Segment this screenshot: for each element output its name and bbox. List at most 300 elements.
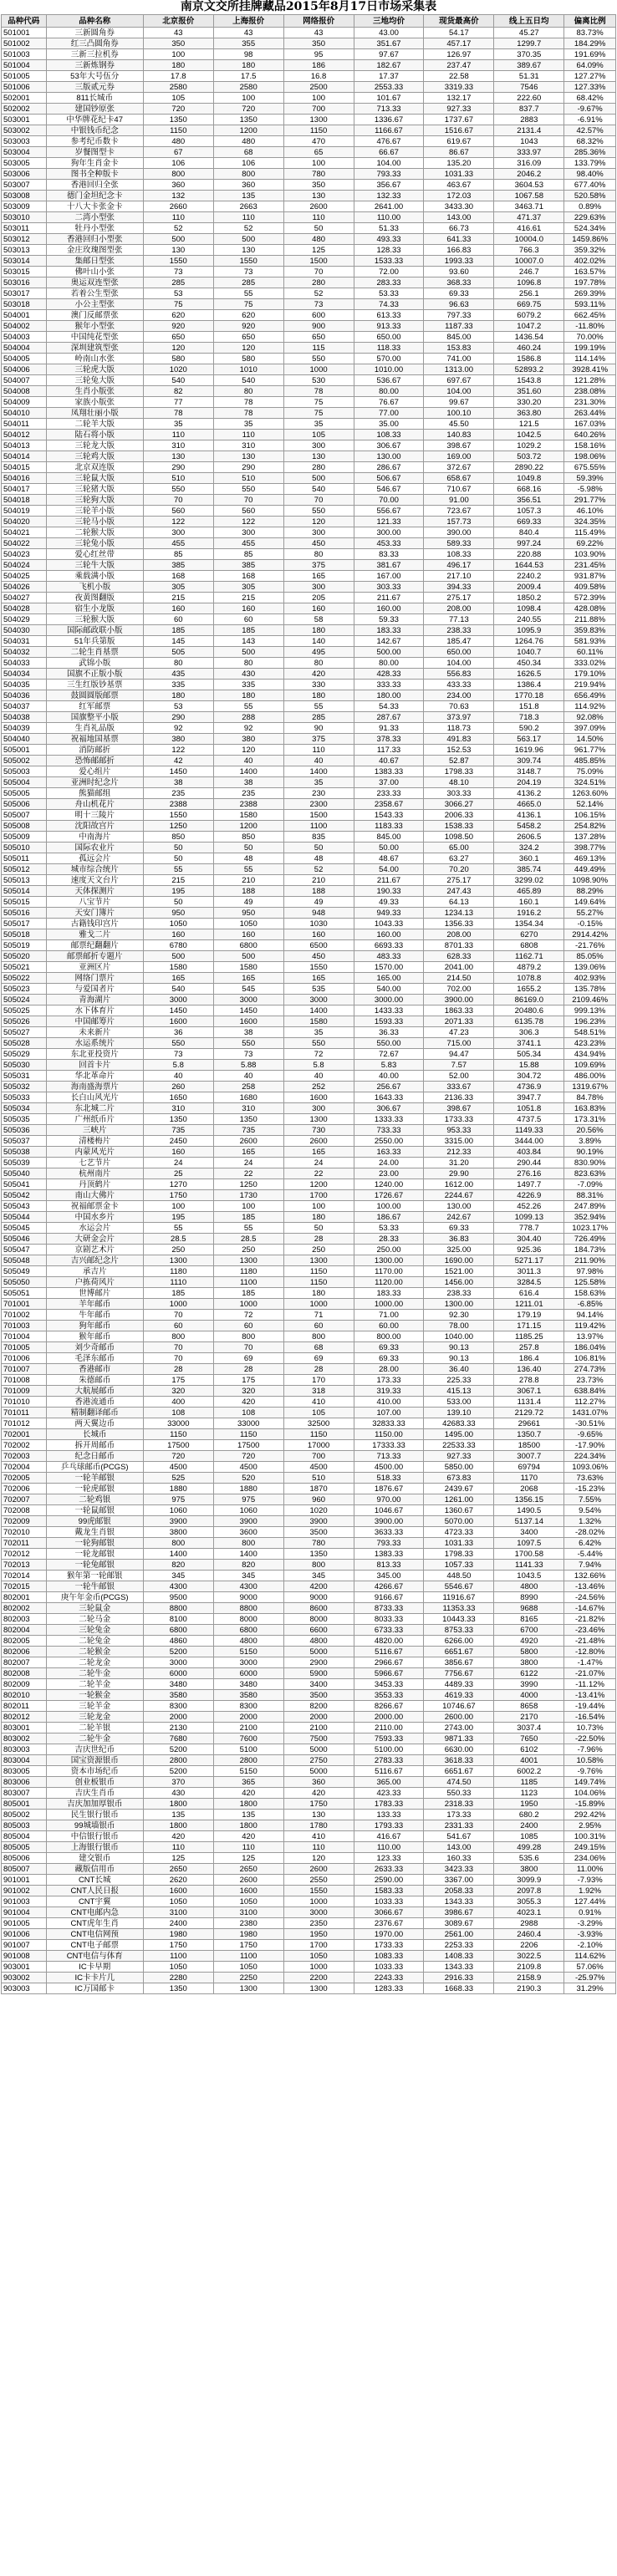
cell-shanghai: 48 <box>213 853 283 864</box>
cell-code: 505018 <box>2 929 47 940</box>
table-body <box>2 28 616 1994</box>
cell-deviation: 85.05% <box>564 951 616 962</box>
cell-spot-max: 1040.00 <box>424 1331 494 1342</box>
table-row <box>2 125 616 136</box>
cell-five-day: 222.60 <box>494 93 564 104</box>
cell-five-day: 15.88 <box>494 1060 564 1071</box>
cell-spot-max: 3856.67 <box>424 1657 494 1668</box>
cell-spot-max: 2318.33 <box>424 1799 494 1810</box>
cell-five-day: 1042.5 <box>494 430 564 440</box>
cell-five-day: 306.3 <box>494 1027 564 1038</box>
cell-five-day: 5458.2 <box>494 821 564 832</box>
table-row <box>2 1125 616 1136</box>
cell-shanghai: 8300 <box>213 1701 283 1712</box>
cell-deviation: 3928.41% <box>564 364 616 375</box>
cell-avg: 183.33 <box>354 1288 424 1299</box>
cell-five-day: 1626.5 <box>494 669 564 680</box>
cell-name: IC万国邮卡 <box>46 1983 143 1994</box>
cell-five-day: 1185.25 <box>494 1331 564 1342</box>
col-header-spot-max: 现货最高价 <box>424 15 494 28</box>
cell-avg: 500.00 <box>354 647 424 658</box>
cell-deviation: 23.73% <box>564 1375 616 1386</box>
cell-name: 一轮牛邮银 <box>46 1581 143 1592</box>
cell-spot-max: 1343.33 <box>424 1896 494 1907</box>
cell-five-day: 9688 <box>494 1603 564 1614</box>
cell-online: 1100 <box>283 821 354 832</box>
cell-online: 70 <box>283 495 354 506</box>
cell-deviation: 656.49% <box>564 690 616 701</box>
cell-avg: 43.00 <box>354 28 424 38</box>
cell-deviation: 397.09% <box>564 723 616 734</box>
cell-deviation: 274.73% <box>564 1364 616 1375</box>
cell-deviation: 0.89% <box>564 201 616 212</box>
cell-spot-max: 1863.33 <box>424 1005 494 1016</box>
cell-avg: 428.33 <box>354 669 424 680</box>
cell-beijing: 3000 <box>143 995 213 1005</box>
cell-shanghai: 720 <box>213 1451 283 1462</box>
cell-five-day: 2170 <box>494 1712 564 1723</box>
cell-code: 901001 <box>2 1875 47 1886</box>
cell-shanghai: 68 <box>213 147 283 158</box>
cell-deviation: 125.58% <box>564 1277 616 1288</box>
cell-online: 835 <box>283 832 354 843</box>
cell-shanghai: 500 <box>213 951 283 962</box>
cell-deviation: 10.73% <box>564 1723 616 1733</box>
cell-avg: 793.33 <box>354 169 424 180</box>
cell-code: 701012 <box>2 1418 47 1429</box>
cell-avg: 4820.00 <box>354 1636 424 1647</box>
cell-code: 702004 <box>2 1462 47 1473</box>
cell-shanghai: 185 <box>213 1288 283 1299</box>
cell-online: 71 <box>283 1310 354 1321</box>
cell-shanghai: 4500 <box>213 1462 283 1473</box>
table-row <box>2 1875 616 1886</box>
cell-online: 3000 <box>283 995 354 1005</box>
cell-five-day: 4736.9 <box>494 1082 564 1092</box>
cell-deviation: 163.83% <box>564 1103 616 1114</box>
cell-five-day: 6079.2 <box>494 310 564 321</box>
cell-online: 188 <box>283 886 354 897</box>
cell-name: 香港回归全张 <box>46 180 143 191</box>
cell-deviation: 100.31% <box>564 1831 616 1842</box>
cell-beijing: 17500 <box>143 1440 213 1451</box>
cell-deviation: 149.64% <box>564 897 616 908</box>
table-row <box>2 734 616 745</box>
cell-avg: 97.67 <box>354 49 424 60</box>
cell-code: 504009 <box>2 397 47 408</box>
cell-beijing: 55 <box>143 1223 213 1234</box>
cell-spot-max: 132.17 <box>424 93 494 104</box>
cell-avg: 613.33 <box>354 310 424 321</box>
cell-avg: 100.00 <box>354 1201 424 1212</box>
cell-five-day: 452.26 <box>494 1201 564 1212</box>
cell-avg: 72.67 <box>354 1049 424 1060</box>
cell-shanghai: 17500 <box>213 1440 283 1451</box>
cell-avg: 53.33 <box>354 288 424 299</box>
table-row <box>2 593 616 603</box>
cell-avg: 813.33 <box>354 1560 424 1571</box>
cell-beijing: 130 <box>143 451 213 462</box>
cell-online: 2100 <box>283 1723 354 1733</box>
cell-code: 505007 <box>2 810 47 821</box>
cell-name: 三轮兔金 <box>46 1625 143 1636</box>
cell-avg: 117.33 <box>354 745 424 756</box>
table-row <box>2 1484 616 1494</box>
cell-spot-max: 3423.33 <box>424 1864 494 1875</box>
cell-deviation: 638.84% <box>564 1386 616 1397</box>
cell-five-day: 4665.0 <box>494 799 564 810</box>
cell-deviation: 675.55% <box>564 462 616 473</box>
cell-name: 水运会片 <box>46 1223 143 1234</box>
table-row <box>2 49 616 60</box>
cell-online: 2500 <box>283 82 354 93</box>
cell-beijing: 550 <box>143 1038 213 1049</box>
cell-spot-max: 6651.67 <box>424 1766 494 1777</box>
cell-beijing: 195 <box>143 1212 213 1223</box>
cell-deviation: 581.93% <box>564 636 616 647</box>
cell-deviation: 83.73% <box>564 28 616 38</box>
cell-spot-max: 90.13 <box>424 1342 494 1353</box>
cell-deviation: 10.58% <box>564 1755 616 1766</box>
cell-deviation: -7.93% <box>564 1875 616 1886</box>
cell-code: 504002 <box>2 321 47 332</box>
cell-code: 504008 <box>2 386 47 397</box>
cell-name: 水下体育片 <box>46 1005 143 1016</box>
cell-deviation: 135.78% <box>564 984 616 995</box>
cell-beijing: 3100 <box>143 1907 213 1918</box>
cell-name: 乘载满小版 <box>46 571 143 582</box>
cell-five-day: 2400 <box>494 1820 564 1831</box>
cell-code: 505013 <box>2 875 47 886</box>
cell-code: 702005 <box>2 1473 47 1484</box>
cell-online: 35 <box>283 1027 354 1038</box>
cell-name: 广州纸币片 <box>46 1114 143 1125</box>
cell-five-day: 1043 <box>494 136 564 147</box>
cell-code: 504016 <box>2 473 47 484</box>
table-row <box>2 473 616 484</box>
cell-name: 北京双连版 <box>46 462 143 473</box>
cell-online: 80 <box>283 549 354 560</box>
cell-spot-max: 22533.33 <box>424 1440 494 1451</box>
cell-five-day: 1644.53 <box>494 560 564 571</box>
cell-online: 125 <box>283 245 354 256</box>
cell-spot-max: 1495.00 <box>424 1429 494 1440</box>
cell-avg: 32833.33 <box>354 1418 424 1429</box>
cell-name: 国际邮政联小版 <box>46 625 143 636</box>
table-row <box>2 843 616 853</box>
cell-online: 2600 <box>283 201 354 212</box>
cell-avg: 104.00 <box>354 158 424 169</box>
cell-avg: 1876.67 <box>354 1484 424 1494</box>
cell-shanghai: 500 <box>213 234 283 245</box>
cell-spot-max: 474.50 <box>424 1777 494 1788</box>
cell-five-day: 5271.17 <box>494 1255 564 1266</box>
cell-online: 948 <box>283 908 354 919</box>
cell-name: 狗年生肖金卡 <box>46 158 143 169</box>
cell-shanghai: 520 <box>213 1473 283 1484</box>
table-row <box>2 1397 616 1408</box>
cell-five-day: 1098.4 <box>494 603 564 614</box>
cell-avg: 121.33 <box>354 517 424 527</box>
cell-online: 1020 <box>283 1505 354 1516</box>
cell-avg: 80.00 <box>354 658 424 669</box>
cell-online: 180 <box>283 1288 354 1299</box>
cell-online: 1300 <box>283 1114 354 1125</box>
cell-spot-max: 1737.67 <box>424 115 494 125</box>
cell-spot-max: 78.00 <box>424 1321 494 1331</box>
cell-spot-max: 3900.00 <box>424 995 494 1005</box>
cell-beijing: 650 <box>143 332 213 343</box>
table-row <box>2 1277 616 1288</box>
cell-name: 凤翔壮丽小版 <box>46 408 143 419</box>
cell-online: 95 <box>283 49 354 60</box>
cell-name: 吉庆生肖币 <box>46 1788 143 1799</box>
cell-beijing: 3580 <box>143 1690 213 1701</box>
cell-online: 300 <box>283 582 354 593</box>
cell-beijing: 1050 <box>143 919 213 929</box>
cell-code: 503010 <box>2 212 47 223</box>
cell-code: 504037 <box>2 701 47 712</box>
cell-name: 国宝资源银币 <box>46 1755 143 1766</box>
cell-shanghai: 7600 <box>213 1733 283 1744</box>
table-row <box>2 1918 616 1929</box>
cell-code: 803003 <box>2 1744 47 1755</box>
cell-beijing: 435 <box>143 669 213 680</box>
cell-deviation: 84.78% <box>564 1092 616 1103</box>
cell-beijing: 1580 <box>143 962 213 973</box>
cell-code: 701004 <box>2 1331 47 1342</box>
cell-code: 901007 <box>2 1940 47 1951</box>
table-row <box>2 506 616 517</box>
cell-code: 702012 <box>2 1549 47 1560</box>
cell-shanghai: 73 <box>213 267 283 277</box>
cell-avg: 36.33 <box>354 1027 424 1038</box>
table-row <box>2 1668 616 1679</box>
cell-code: 505004 <box>2 777 47 788</box>
cell-beijing: 1880 <box>143 1484 213 1494</box>
cell-name: 国际农业片 <box>46 843 143 853</box>
cell-shanghai: 2650 <box>213 1864 283 1875</box>
cell-five-day: 471.37 <box>494 212 564 223</box>
cell-name: 沈阳故宫片 <box>46 821 143 832</box>
cell-shanghai: 800 <box>213 169 283 180</box>
cell-deviation: 112.27% <box>564 1397 616 1408</box>
cell-code: 501006 <box>2 82 47 93</box>
cell-code: 505028 <box>2 1038 47 1049</box>
cell-beijing: 1980 <box>143 1929 213 1940</box>
cell-five-day: 1770.18 <box>494 690 564 701</box>
cell-name: 香港邮市 <box>46 1364 143 1375</box>
cell-online: 130 <box>283 1810 354 1820</box>
cell-online: 28 <box>283 1364 354 1375</box>
cell-code: 802009 <box>2 1679 47 1690</box>
cell-code: 701011 <box>2 1408 47 1418</box>
cell-five-day: 8990 <box>494 1592 564 1603</box>
cell-deviation: 234.06% <box>564 1853 616 1864</box>
cell-code: 504038 <box>2 712 47 723</box>
cell-shanghai: 28 <box>213 1364 283 1375</box>
cell-code: 505042 <box>2 1190 47 1201</box>
cell-deviation: 263.44% <box>564 408 616 419</box>
cell-beijing: 42 <box>143 756 213 766</box>
cell-online: 530 <box>283 375 354 386</box>
cell-five-day: 8658 <box>494 1701 564 1712</box>
cell-code: 504025 <box>2 571 47 582</box>
cell-five-day: 86169.0 <box>494 995 564 1005</box>
table-row <box>2 756 616 766</box>
cell-name: 东北亚投资片 <box>46 1049 143 1060</box>
cell-name: 熊猫邮组 <box>46 788 143 799</box>
cell-name: 二轮羊金 <box>46 1679 143 1690</box>
cell-code: 805004 <box>2 1831 47 1842</box>
cell-shanghai: 430 <box>213 669 283 680</box>
cell-name: 三轮猴大版 <box>46 614 143 625</box>
cell-online: 5000 <box>283 1744 354 1755</box>
cell-name: 一轮龙邮银 <box>46 1549 143 1560</box>
cell-online: 1150 <box>283 125 354 136</box>
cell-spot-max: 496.17 <box>424 560 494 571</box>
table-row <box>2 669 616 680</box>
cell-deviation: 46.10% <box>564 506 616 517</box>
cell-online: 28 <box>283 1234 354 1245</box>
cell-online: 72 <box>283 1049 354 1060</box>
cell-beijing: 1020 <box>143 364 213 375</box>
cell-avg: 40.00 <box>354 1071 424 1082</box>
cell-shanghai: 5.88 <box>213 1060 283 1071</box>
cell-online: 550 <box>283 354 354 364</box>
cell-code: 903001 <box>2 1962 47 1973</box>
cell-deviation: 520.58% <box>564 191 616 201</box>
cell-deviation: 1.92% <box>564 1886 616 1896</box>
cell-avg: 23.00 <box>354 1168 424 1179</box>
cell-shanghai: 2580 <box>213 82 283 93</box>
cell-avg: 5.83 <box>354 1060 424 1071</box>
cell-five-day: 1299.7 <box>494 38 564 49</box>
cell-shanghai: 345 <box>213 1571 283 1581</box>
cell-name: 海南盛海票片 <box>46 1082 143 1092</box>
cell-deviation: -21.07% <box>564 1668 616 1679</box>
cell-code: 504014 <box>2 451 47 462</box>
cell-name: 刘少奇邮币 <box>46 1342 143 1353</box>
cell-online: 9000 <box>283 1592 354 1603</box>
cell-code: 805003 <box>2 1820 47 1831</box>
cell-code: 504018 <box>2 495 47 506</box>
cell-beijing: 67 <box>143 147 213 158</box>
cell-deviation: 485.85% <box>564 756 616 766</box>
cell-name: 雅戈二片 <box>46 929 143 940</box>
table-row <box>2 1581 616 1592</box>
cell-online: 480 <box>283 234 354 245</box>
cell-code: 702008 <box>2 1505 47 1516</box>
cell-spot-max: 1668.33 <box>424 1983 494 1994</box>
cell-online: 73 <box>283 299 354 310</box>
cell-code: 503014 <box>2 256 47 267</box>
cell-spot-max: 650.00 <box>424 647 494 658</box>
cell-shanghai: 480 <box>213 136 283 147</box>
cell-online: 49 <box>283 897 354 908</box>
cell-shanghai: 2100 <box>213 1723 283 1733</box>
table-row <box>2 451 616 462</box>
cell-online: 1550 <box>283 1886 354 1896</box>
table-row <box>2 310 616 321</box>
cell-name: 红三凸圆角券 <box>46 38 143 49</box>
cell-five-day: 3299.02 <box>494 875 564 886</box>
cell-deviation: 127.33% <box>564 82 616 93</box>
cell-shanghai: 3600 <box>213 1527 283 1538</box>
cell-beijing: 480 <box>143 136 213 147</box>
cell-deviation: 127.27% <box>564 71 616 82</box>
cell-avg: 5100.00 <box>354 1744 424 1755</box>
cell-code: 505039 <box>2 1158 47 1168</box>
cell-shanghai: 1200 <box>213 125 283 136</box>
cell-code: 505014 <box>2 886 47 897</box>
cell-online: 4500 <box>283 1462 354 1473</box>
cell-avg: 60.00 <box>354 1321 424 1331</box>
cell-five-day: 1057.3 <box>494 506 564 517</box>
cell-spot-max: 1031.33 <box>424 1538 494 1549</box>
table-row <box>2 386 616 397</box>
col-header-shanghai: 上海报价 <box>213 15 283 28</box>
cell-beijing: 1000 <box>143 1299 213 1310</box>
cell-name: 宿生小龙版 <box>46 603 143 614</box>
cell-name: 杭州南片 <box>46 1168 143 1179</box>
cell-five-day: 1051.8 <box>494 1103 564 1114</box>
cell-code: 501005 <box>2 71 47 82</box>
cell-code: 702006 <box>2 1484 47 1494</box>
cell-deviation: 352.94% <box>564 1212 616 1223</box>
table-row <box>2 625 616 636</box>
cell-five-day: 3099.9 <box>494 1875 564 1886</box>
col-header-online: 网络报价 <box>283 15 354 28</box>
table-row <box>2 495 616 506</box>
cell-beijing: 290 <box>143 712 213 723</box>
cell-five-day: 925.36 <box>494 1245 564 1255</box>
cell-online: 550 <box>283 506 354 517</box>
cell-shanghai: 1050 <box>213 1896 283 1907</box>
cell-five-day: 1350.7 <box>494 1429 564 1440</box>
cell-avg: 54.33 <box>354 701 424 712</box>
table-row <box>2 1973 616 1983</box>
cell-deviation: -13.46% <box>564 1581 616 1592</box>
cell-name: CNT人民日报 <box>46 1886 143 1896</box>
cell-avg: 2000.00 <box>354 1712 424 1723</box>
cell-shanghai: 300 <box>213 527 283 538</box>
cell-beijing: 105 <box>143 93 213 104</box>
cell-spot-max: 104.00 <box>424 658 494 669</box>
cell-deviation: 428.08% <box>564 603 616 614</box>
cell-deviation: 52.14% <box>564 799 616 810</box>
cell-five-day: 1386.4 <box>494 680 564 690</box>
cell-deviation: 292.42% <box>564 1810 616 1820</box>
cell-spot-max: 3066.27 <box>424 799 494 810</box>
cell-spot-max: 1057.33 <box>424 1560 494 1571</box>
cell-online: 180 <box>283 625 354 636</box>
cell-avg: 1166.67 <box>354 125 424 136</box>
cell-code: 504017 <box>2 484 47 495</box>
cell-beijing: 8800 <box>143 1603 213 1614</box>
table-row <box>2 343 616 354</box>
cell-beijing: 52 <box>143 223 213 234</box>
cell-spot-max: 628.33 <box>424 951 494 962</box>
cell-online: 410 <box>283 1831 354 1842</box>
cell-beijing: 70 <box>143 1353 213 1364</box>
cell-code: 903003 <box>2 1983 47 1994</box>
cell-online: 780 <box>283 169 354 180</box>
cell-code: 505024 <box>2 995 47 1005</box>
cell-beijing: 2800 <box>143 1755 213 1766</box>
cell-name: 陆石将小版 <box>46 430 143 440</box>
cell-spot-max: 6651.67 <box>424 1647 494 1657</box>
